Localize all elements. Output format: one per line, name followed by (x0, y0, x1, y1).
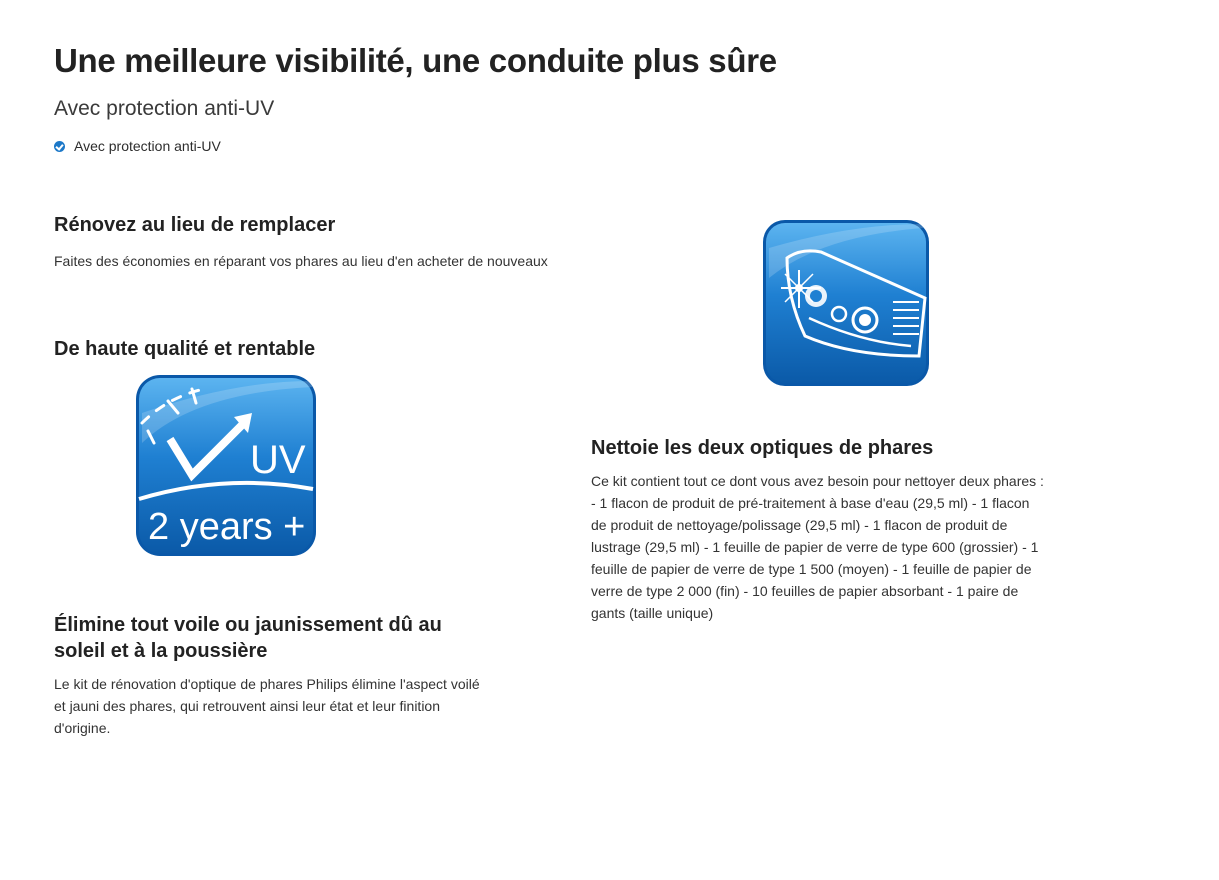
years-badge-label: 2 years + (148, 506, 306, 548)
uv-badge-label: UV (250, 438, 306, 482)
headlight-icon (761, 218, 931, 388)
feature-desc-renovate: Faites des économies en réparant vos phares au lieu d'en acheter de nouveaux (54, 253, 548, 269)
page-subtitle: Avec protection anti-UV (54, 97, 275, 120)
feature-title-headlights: Nettoie les deux optiques de phares (591, 437, 934, 459)
feature-desc-haze: Le kit de rénovation d'optique de phares Philips élimine l'aspect voilé et jauni des phares, qui retrouvent ainsi leur état et leur finition d'origine. (54, 676, 480, 736)
feature-title-quality: De haute qualité et rentable (54, 338, 316, 360)
page-title: Une meilleure visibilité, une conduite plus sûre (54, 42, 777, 79)
uv-protection-icon (134, 373, 318, 558)
feature-title-haze: Élimine tout voile ou jaunissement dû au soleil et à la poussière (54, 614, 442, 662)
check-list-item (54, 138, 221, 154)
feature-title-renovate: Rénovez au lieu de remplacer (54, 214, 336, 236)
check-circle-icon (54, 141, 65, 152)
feature-desc-headlights: Ce kit contient tout ce dont vous avez besoin pour nettoyer deux phares : - 1 flacon de produit de pré-traitement à base d'eau (29,5 ml) - 1 flacon de produit de nettoyage/polissage (29,5 ml) - 1 flacon de produit de lustrage (29,5 ml) - 1 feuille de papier de verre de type 600 (grossier) - 1 feuille de papier de verre de type 1 500 (moyen) - 1 feuille de papier de verre de type 2 000 (fin) - 10 feuilles de papier absorbant - 1 paire de gants (taille unique) (591, 473, 1044, 621)
check-list-label: Avec protection anti-UV (74, 138, 221, 154)
